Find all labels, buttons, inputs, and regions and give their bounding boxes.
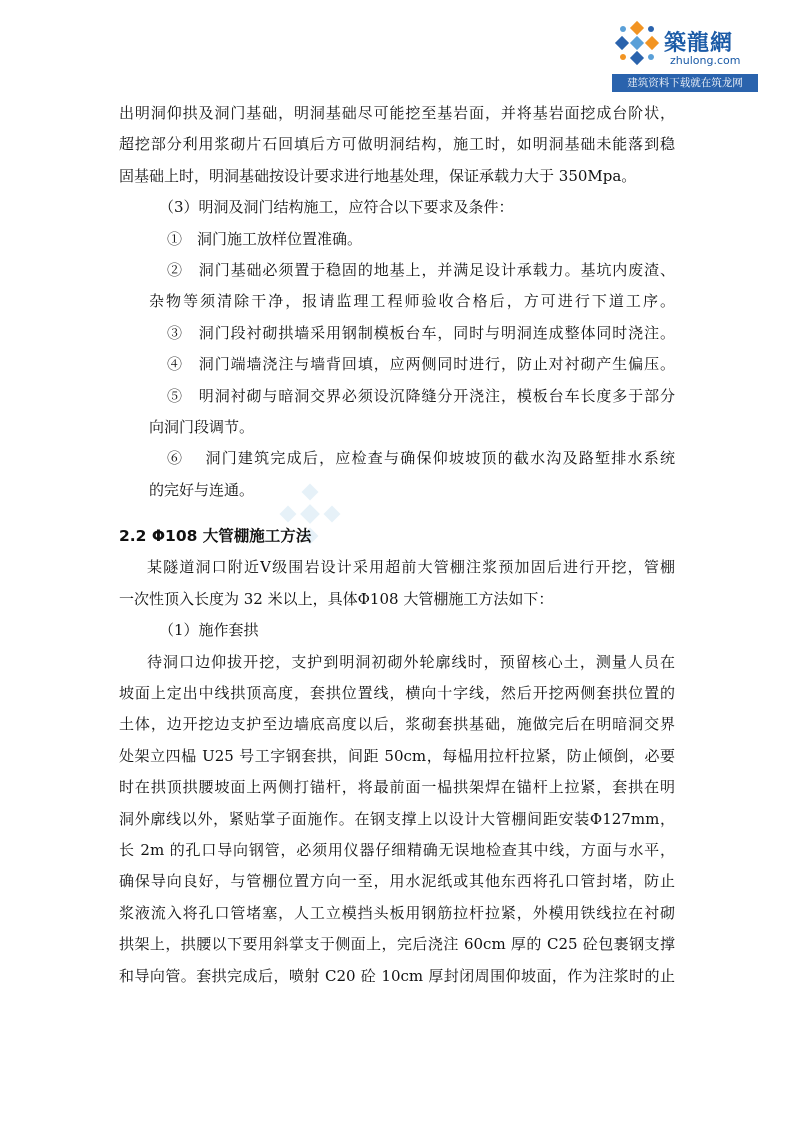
logo-slogan: 建筑资料下载就在筑龙网	[612, 74, 758, 92]
condition-5	[119, 381, 675, 444]
text-line: 时在拱顶拱腰坡面上两侧打锚杆，将最前面一榀拱架焊在锚杆上拉紧，套拱在明	[119, 778, 675, 797]
text-line: 拱架上，拱腰以下要用斜掌支于侧面上，完后浇注 60cm 厚的 C25 砼包裹钢支撑	[119, 935, 675, 954]
text-line: 洞外廓线以外，紧贴掌子面施作。在钢支撑上以设计大管棚间距安装Φ127mm，	[119, 809, 675, 828]
condition-1: ① 洞门施工放样位置准确。	[167, 229, 363, 248]
paragraph-intro	[119, 552, 675, 615]
text-line: 的完好与连通。	[149, 480, 255, 499]
text-line: 一次性顶入长度为 32 米以上，具体Φ108 大管棚施工方法如下：	[119, 589, 554, 608]
text-line: 固基础上时，明洞基础按设计要求进行地基处理，保证承载力大于 350Mpa。	[119, 166, 637, 185]
condition-4: ④ 洞门端墙浇注与墙背回填，应两侧同时进行，防止对衬砌产生偏压。	[167, 355, 675, 374]
text-line: 某隧道洞口附近Ⅴ级围岩设计采用超前大管棚注浆预加固后进行开挖，管棚	[147, 558, 675, 577]
text-line: 杂物等须清除干净，报请监理工程师验收合格后，方可进行下道工序。	[149, 292, 675, 311]
paragraph-arch-construction	[119, 647, 675, 992]
item-3-title: （3）明洞及洞门结构施工，应符合以下要求及条件：	[159, 198, 514, 217]
condition-3: ③ 洞门段衬砌拱墙采用钢制模板台车，同时与明洞连成整体同时浇注。	[167, 323, 675, 342]
logo-name: 築龍網	[664, 30, 734, 56]
text-line: 长 2m 的孔口导向钢管，必须用仪器仔细精确无误地检查其中线，方面与水平，	[119, 840, 675, 859]
text-line: 出明洞仰拱及洞门基础，明洞基础尽可能挖至基岩面，并将基岩面挖成台阶状，	[119, 104, 675, 122]
text-line: ② 洞门基础必须置于稳固的地基上，并满足设计承载力。基坑内废渣、	[167, 260, 675, 279]
text-line: 待洞口边仰拔开挖，支护到明洞初砌外轮廓线时，预留核心土，测量人员在	[147, 652, 675, 671]
text-line: 坡面上定出中线拱顶高度，套拱位置线，横向十字线，然后开挖两侧套拱位置的	[119, 684, 675, 703]
subsection-title: （1）施作套拱	[159, 621, 259, 640]
condition-6	[119, 443, 675, 506]
text-line: ⑥ 洞门建筑完成后，应检查与确保仰坡坡顶的截水沟及路堑排水系统	[167, 449, 675, 468]
text-line: 处架立四榀 U25 号工字钢套拱，间距 50cm，每榀用拉杆拉紧，防止倾倒，必要	[119, 746, 675, 765]
text-line: 浆液流入将孔口管堵塞，人工立模挡头板用钢筋拉杆拉紧，外模用铁线拉在衬砌	[119, 903, 675, 922]
text-line: ⑤ 明洞衬砌与暗洞交界必须设沉降缝分开浇注，模板台车长度多于部分	[167, 386, 675, 405]
zhulong-logo	[612, 18, 758, 96]
paragraph-foundation	[119, 98, 675, 192]
text-line: 和导向管。套拱完成后，喷射 C20 砼 10cm 厚封闭周围仰坡面，作为注浆时的止	[119, 966, 675, 985]
document-body	[119, 98, 675, 992]
text-line: 确保导向良好，与管棚位置方向一至，用水泥纸或其他东西将孔口管封堵，防止	[119, 872, 675, 891]
logo-domain: zhulong.com	[670, 54, 741, 67]
condition-2	[119, 255, 675, 318]
snowflake-icon	[612, 18, 662, 68]
text-line: 向洞门段调节。	[149, 417, 255, 436]
text-line: 土体，边开挖边支护至边墙底高度以后，浆砌套拱基础，施做完后在明暗洞交界	[119, 715, 675, 734]
section-heading: 2.2 Φ108 大管棚施工方法	[119, 527, 312, 546]
text-line: 超挖部分利用浆砌片石回填后方可做明洞结构，施工时，如明洞基础未能落到稳	[119, 135, 675, 154]
